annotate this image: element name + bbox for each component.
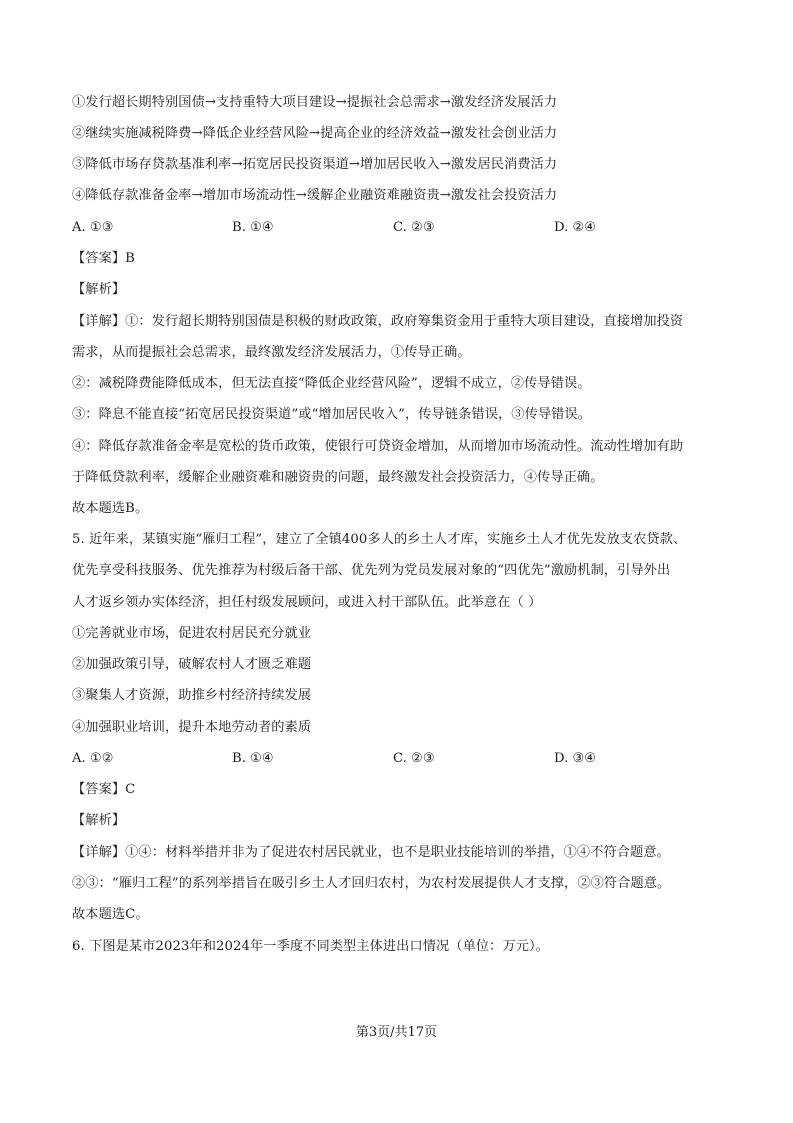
q4-explanation-line-6: 于降低贷款利率，缓解企业融资难和融资贵的问题，最终激发社会投资活力，④传导正确。: [72, 470, 604, 485]
q4-explanation-line-2: 需求，从而提振社会总需求，最终激发经济发展活力，①传导正确。: [72, 345, 471, 360]
q4-analysis-label: 【解析】: [72, 282, 126, 297]
q4-explanation-line-3: ②：减税降费能降低成本，但无法直接“降低企业经营风险”，逻辑不成立，②传导错误。: [72, 376, 591, 391]
q4-conclusion: 故本题选B。: [72, 501, 149, 516]
q5-options: [72, 749, 732, 769]
q5-option-b: B. ①④: [232, 751, 274, 766]
q5-option-a: A. ①②: [72, 751, 114, 766]
q5-item-4: ④加强职业培训，提升本地劳动者的素质: [72, 720, 312, 735]
q5-item-3: ③聚集人才资源，助推乡村经济持续发展: [72, 688, 312, 703]
q5-stem-line-3: 人才返乡领办实体经济，担任村级发展顾问，或进入村干部队伍。此举意在（ ）: [72, 595, 542, 610]
q4-options: [72, 218, 732, 238]
q4-item-3: ③降低市场存贷款基准利率→拓宽居民投资渠道→增加居民收入→激发居民消费活力: [72, 157, 558, 172]
q5-conclusion: 故本题选C。: [72, 907, 149, 922]
q4-answer: 【答案】B: [72, 251, 135, 266]
q5-option-c: C. ②③: [393, 751, 435, 766]
q6-stem: 6. 下图是某市2023年和2024年一季度不同类型主体进出口情况（单位：万元）。: [72, 939, 550, 954]
q5-answer: 【答案】C: [72, 782, 136, 797]
q5-explanation-line-1: 【详解】①④：材料举措并非为了促进农村居民就业，也不是职业技能培训的举措，①④不符合题意。: [72, 845, 670, 860]
q5-stem-line-2: 优先享受科技服务、优先推荐为村级后备干部、优先列为党员发展对象的“四优先”激励机制，引导外出: [72, 563, 671, 578]
q4-item-4: ④降低存款准备金率→增加市场流动性→缓解企业融资难融资贵→激发社会投资活力: [72, 188, 558, 203]
q5-stem-line-1: 5. 近年来，某镇实施“雁归工程”，建立了全镇400多人的乡土人才库，实施乡土人才优先发放支农贷款、: [72, 532, 687, 547]
q4-explanation-line-4: ③：降息不能直接“拓宽居民投资渠道”或“增加居民收入”，传导链条错误，③传导错误。: [72, 407, 592, 422]
q5-item-1: ①完善就业市场，促进农村居民充分就业: [72, 626, 312, 641]
q5-analysis-label: 【解析】: [72, 813, 126, 828]
q4-option-a: A. ①③: [72, 220, 114, 235]
q4-item-2: ②继续实施减税降费→降低企业经营风险→提高企业的经济效益→激发社会创业活力: [72, 126, 558, 141]
page-footer: 第3页/共17页: [355, 1025, 438, 1040]
q5-explanation-line-2: ②③：“雁归工程”的系列举措旨在吸引乡土人才回归农村，为农村发展提供人才支撑，②③符合题意。: [72, 876, 671, 891]
q4-option-d: D. ②④: [554, 220, 597, 235]
q4-explanation-line-1: 【详解】①：发行超长期特别国债是积极的财政政策，政府筹集资金用于重特大项目建设，直接增加投资: [72, 314, 684, 329]
q4-item-1: ①发行超长期特别国债→支持重特大项目建设→提振社会总需求→激发经济发展活力: [72, 95, 558, 110]
q4-option-b: B. ①④: [232, 220, 274, 235]
q4-explanation-line-5: ④：降低存款准备金率是宽松的货币政策，使银行可贷资金增加，从而增加市场流动性。流动性增加有助: [72, 439, 684, 454]
q5-item-2: ②加强政策引导，破解农村人才匮乏难题: [72, 657, 312, 672]
q5-option-d: D. ③④: [554, 751, 597, 766]
q4-option-c: C. ②③: [393, 220, 435, 235]
